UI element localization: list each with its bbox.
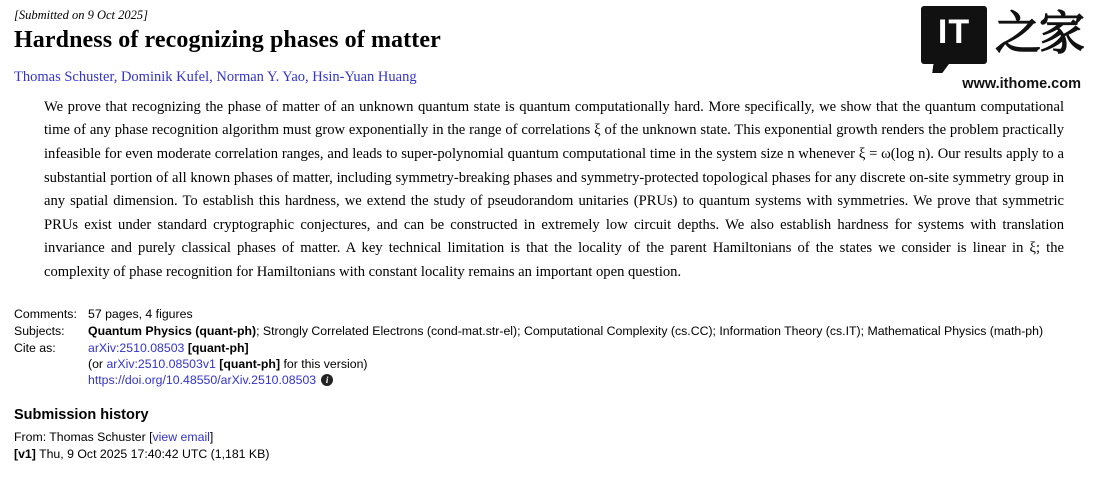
submission-from-prefix: From: Thomas Schuster [: [14, 429, 153, 444]
subjects-rest: ; Strongly Correlated Electrons (cond-mat.str-el); Computational Complexity (cs.CC); Information Theory (cs.IT); Mathematical Physics (math-ph): [256, 323, 1044, 338]
submission-from-line: [14, 430, 1083, 444]
version-detail: Thu, 9 Oct 2025 17:40:42 UTC (1,181 KB): [39, 446, 270, 461]
author-names[interactable]: Thomas Schuster, Dominik Kufel, Norman Y. Yao, Hsin-Yuan Huang: [14, 68, 417, 85]
page-title: Hardness of recognizing phases of matter: [14, 27, 441, 53]
cite-category-tag: [quant-ph]: [187, 340, 249, 355]
cite-version-prefix: (or: [88, 356, 104, 371]
cite-version-suffix: for this version): [283, 356, 368, 371]
submission-history-heading: Submission history: [14, 406, 149, 423]
cite-version-link[interactable]: arXiv:2510.08503v1: [106, 356, 216, 371]
comments-value: 57 pages, 4 figures: [88, 306, 193, 321]
cite-row: [14, 341, 1083, 387]
cite-version-line: [88, 357, 1083, 371]
doi-line: [88, 373, 1083, 387]
comments-label: Comments:: [14, 306, 77, 321]
cite-primary: [88, 341, 1083, 355]
version-tag: [v1]: [14, 446, 36, 461]
subjects-label: Subjects:: [14, 323, 65, 338]
subjects-row: [14, 324, 1083, 338]
subjects-primary: Quantum Physics (quant-ph): [88, 323, 257, 338]
submission-version-line: [14, 447, 1083, 461]
subjects-value: [88, 324, 1083, 338]
cite-version-tag: [quant-ph]: [219, 356, 281, 371]
cite-label: Cite as:: [14, 340, 56, 355]
doi-link[interactable]: https://doi.org/10.48550/arXiv.2510.08503: [88, 372, 317, 387]
info-icon[interactable]: i: [321, 374, 333, 386]
ithome-watermark: [883, 6, 1083, 92]
cite-arxiv-link[interactable]: arXiv:2510.08503: [88, 340, 185, 355]
comments-row: [14, 307, 1083, 321]
ithome-logo-icon: IT: [921, 6, 987, 64]
watermark-url: www.ithome.com: [962, 76, 1081, 92]
ithome-logo-cjk: 之家: [995, 8, 1083, 59]
metadata-block: [14, 307, 1083, 387]
view-email-link[interactable]: view email: [152, 429, 210, 444]
watermark-marks: [883, 6, 1083, 72]
submitted-date: [Submitted on 9 Oct 2025]: [14, 8, 149, 22]
submission-from-suffix: ]: [209, 429, 214, 444]
cite-value: [88, 341, 1083, 387]
abstract-text: We prove that recognizing the phase of matter of an unknown quantum state is quantum computationally hard. More specifically, we show that the quantum computational time of any phase recognition algorithm must grow exponentially in the range of correlations ξ of the unknown state. This exponential growth renders the problem practically infeasible for even moderate correlation ranges, and leads to super-polynomial quantum computational time in the system size n whenever ξ = ω(log n). Our results apply to a substantial portion of all known phases of matter, including symmetry-breaking phases and symmetry-protected topological phases for any discrete on-site symmetry group in any spatial dimension. To establish this hardness, we extend the study of pseudorandom unitaries (PRUs) to quantum systems with symmetries. We prove that symmetric PRUs exist under standard cryptographic conjectures, and can be constructed in extremely low circuit depths. We also establish hardness for systems with translation invariance and purely classical phases of matter. A key technical limitation is that the locality of the parent Hamiltonians of the states we consider is linear in ξ; the complexity of phase recognition for Hamiltonians with constant locality remains an important open question.: [44, 98, 1064, 281]
